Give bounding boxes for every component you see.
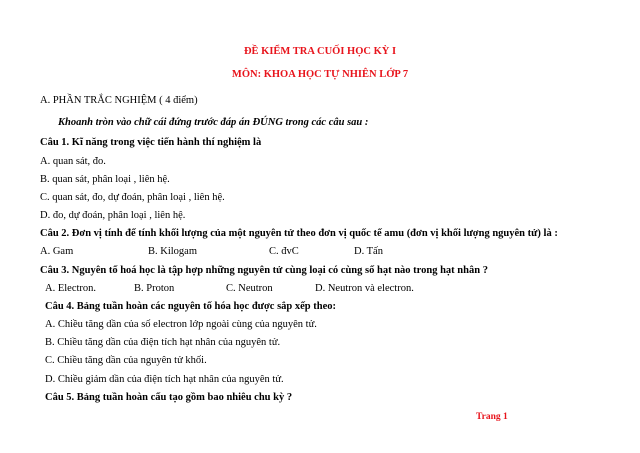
q3-option-d: D. Neutron và electron. bbox=[315, 283, 414, 294]
question-2: Câu 2. Đơn vị tính để tính khối lượng của một nguyên tử theo đơn vị quốc tế amu (đơn vị khối lượng nguyên tử) là : bbox=[40, 228, 558, 239]
exam-title: ĐỀ KIỂM TRA CUỐI HỌC KỲ I bbox=[243, 46, 397, 57]
q1-option-c: C. quan sát, đo, dự đoán, phân loại , liên hệ. bbox=[40, 192, 225, 203]
question-4: Câu 4. Bảng tuần hoàn các nguyên tố hóa học được sắp xếp theo: bbox=[45, 301, 336, 312]
question-5: Câu 5. Bảng tuần hoàn cấu tạo gồm bao nhiêu chu kỳ ? bbox=[45, 392, 293, 403]
q1-option-b: B. quan sát, phân loại , liên hệ. bbox=[40, 174, 170, 185]
question-3: Câu 3. Nguyên tố hoá học là tập hợp những nguyên tử cùng loại có cùng số hạt nào trong hạt nhân ? bbox=[40, 265, 488, 276]
q1-option-a: A. quan sát, đo. bbox=[40, 156, 106, 167]
q4-option-d: D. Chiều giảm dần của điện tích hạt nhân của nguyên tử. bbox=[45, 374, 284, 385]
q2-option-d: D. Tấn bbox=[354, 246, 383, 257]
section-a-heading: A. PHẦN TRẮC NGHIỆM ( 4 điểm) bbox=[40, 95, 198, 106]
q4-option-b: B. Chiều tăng dần của điện tích hạt nhân của nguyên tử. bbox=[45, 337, 281, 348]
instruction: Khoanh tròn vào chữ cái đứng trước đáp án ĐÚNG trong các câu sau : bbox=[58, 117, 369, 128]
q1-option-d: D. đo, dự đoán, phân loại , liên hệ. bbox=[40, 210, 186, 221]
q2-option-b: B. Kilogam bbox=[148, 246, 197, 257]
exam-subject: MÔN: KHOA HỌC TỰ NHIÊN LỚP 7 bbox=[231, 69, 409, 80]
q2-option-a: A. Gam bbox=[40, 246, 74, 257]
page-number: Trang 1 bbox=[476, 412, 508, 422]
q2-option-c: C. đvC bbox=[269, 246, 299, 257]
q3-option-b: B. Proton bbox=[134, 283, 175, 294]
question-1: Câu 1. Kĩ năng trong việc tiến hành thí nghiệm là bbox=[40, 137, 262, 148]
q3-option-a: A. Electron. bbox=[45, 283, 97, 294]
q4-option-a: A. Chiều tăng dần của số electron lớp ngoài cùng của nguyên tử. bbox=[45, 319, 317, 330]
q4-option-c: C. Chiều tăng dần của nguyên tử khối. bbox=[45, 355, 207, 366]
q3-option-c: C. Neutron bbox=[226, 283, 273, 294]
